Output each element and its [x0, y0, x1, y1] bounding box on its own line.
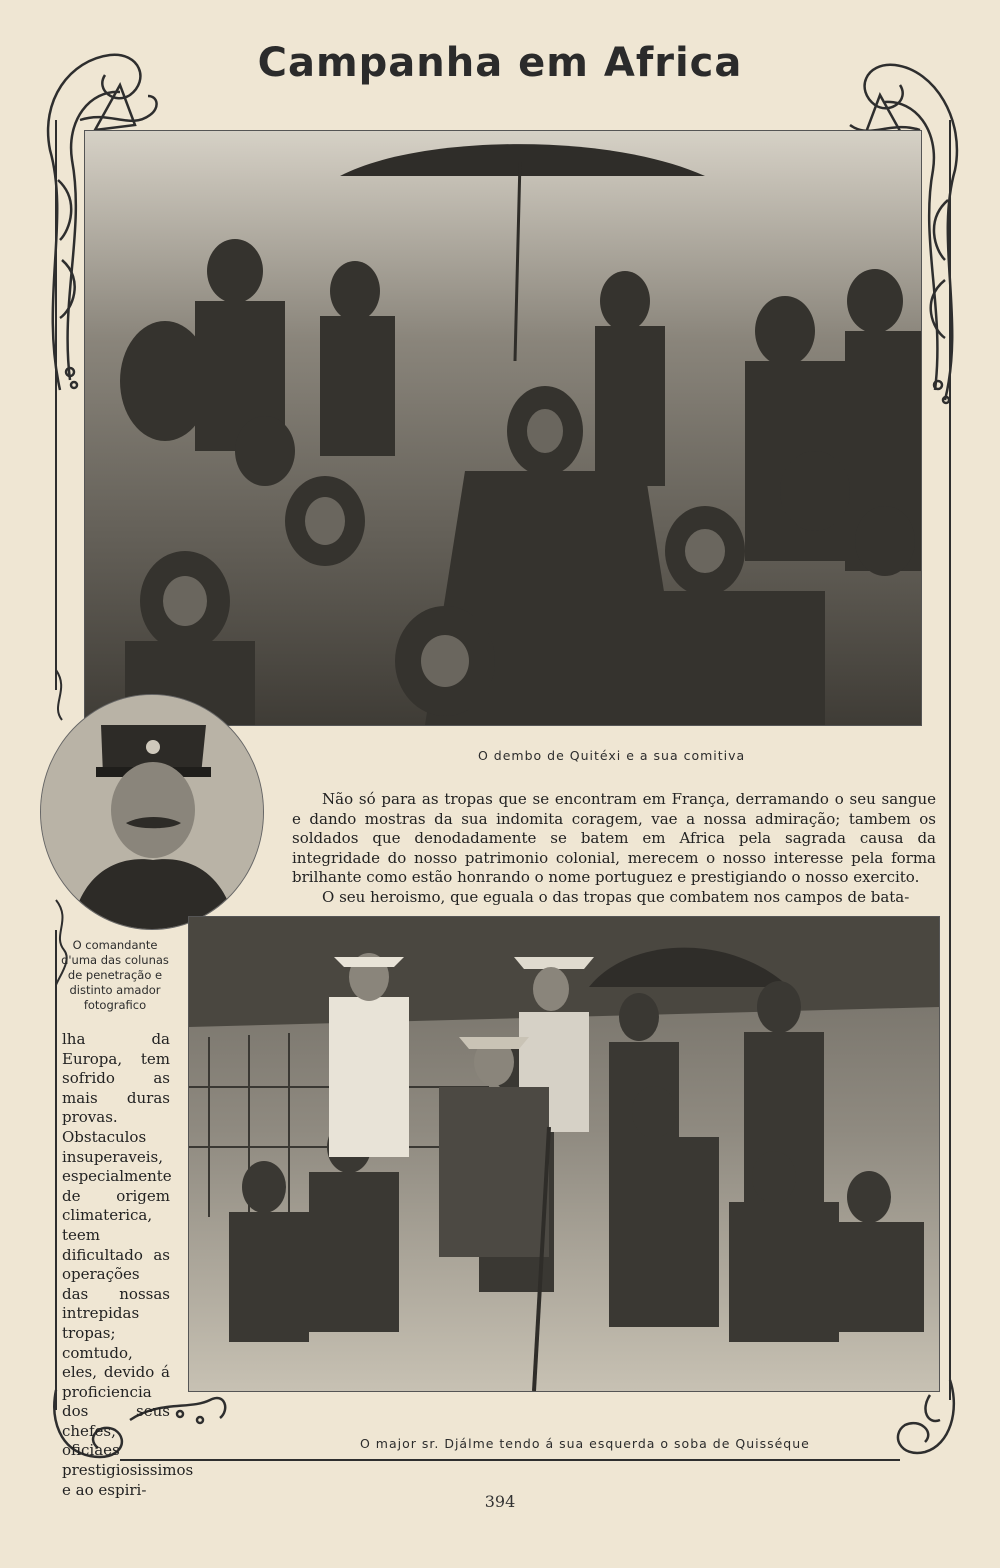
portrait-commander [40, 694, 264, 930]
caption-top-photo: O dembo de Quitéxi e a sua comitiva [478, 748, 746, 763]
photo-major-and-soba [188, 916, 940, 1392]
article-body [292, 790, 936, 907]
page-title: Campanha em Africa [257, 40, 743, 86]
portrait-image [41, 695, 263, 929]
article-paragraph-1: Não só para as tropas que se encontram em França, derramando o seu sangue e dando mostras da sua indomita coragem, vae a nossa admiração; tambem os soldados que denodadamente se batem em Africa pela sagrada causa da integridade do nosso patrimonio colonial, merecem o nosso interesse pela forma brilhante como estão honrando o nome portuguez e prestigiando o nosso exercito. [292, 790, 936, 886]
article-paragraph-2: O seu heroismo, que eguala o das tropas que combatem nos campos de bata- [322, 887, 910, 906]
photo-image [85, 131, 921, 725]
caption-bottom-photo: O major sr. Djálme tendo á sua esquerda o soba de Quisséque [360, 1436, 810, 1451]
photo-image [189, 917, 939, 1391]
page-number: 394 [484, 1492, 516, 1511]
caption-portrait: O comandante d'uma das colunas de penetração e distinto amador fotografico [61, 938, 169, 1012]
article-column-continuation: lha da Europa, tem sofrido as mais duras provas. Obstaculos insuperaveis, especialmente de origem climaterica, teem dificultado as operações das nossas intrepidas tropas; comtudo, eles, devido á proficiencia dos seus chefes, oficiaes prestigiosissimos e ao espiri- [62, 1030, 194, 1499]
photo-dembo-retinue [84, 130, 922, 726]
